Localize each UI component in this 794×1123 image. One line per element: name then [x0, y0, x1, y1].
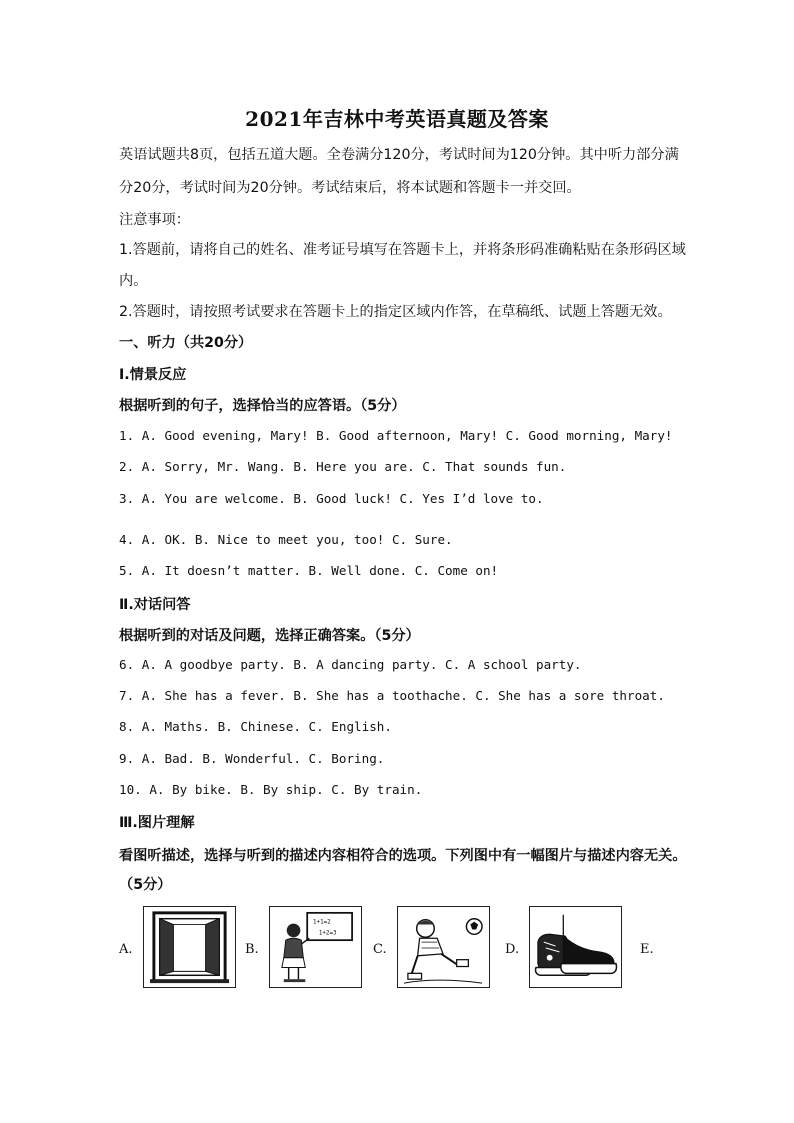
teacher-blackboard-icon [270, 907, 361, 987]
open-window-icon [144, 907, 235, 987]
section2-heading: Ⅱ.对话问答 [119, 597, 191, 613]
part1-heading: 一、听力（共20分） [119, 335, 253, 351]
shoes-picture [529, 906, 622, 988]
question-1: 1. A. Good evening, Mary! B. Good afternoon, Mary! C. Good morning, Mary! [119, 428, 673, 443]
question-2: 2. A. Sorry, Mr. Wang. B. Here you are. C. That sounds fun. [119, 459, 567, 474]
notes-item-2: 2.答题时，请按照考试要求在答题卡上的指定区域内作答，在草稿纸、试题上答题无效。 [119, 304, 672, 320]
intro-line-1: 英语试题共8页，包括五道大题。全卷满分120分，考试时间为120分钟。其中听力部分满 [119, 147, 679, 163]
board-line-2: 1+2=3 [318, 930, 337, 937]
question-7: 7. A. She has a fever. B. She has a toothache. C. She has a sore throat. [119, 688, 665, 703]
question-8: 8. A. Maths. B. Chinese. C. English. [119, 719, 392, 734]
picture-options [119, 906, 759, 990]
picture-label-e: E. [640, 942, 654, 957]
section3-instruction-line-1: 看图听描述，选择与听到的描述内容相符合的选项。下列图中有一幅图片与描述内容无关。 [119, 848, 687, 864]
section1-instruction: 根据听到的句子，选择恰当的应答语。（5分） [119, 398, 406, 414]
question-6: 6. A. A goodbye party. B. A dancing party. C. A school party. [119, 657, 582, 672]
page-title: 2021年吉林中考英语真题及答案 [245, 107, 549, 131]
picture-label-d: D. [505, 942, 520, 957]
section3-instruction-line-2: （5分） [119, 877, 172, 893]
section2-instruction: 根据听到的对话及问题，选择正确答案。（5分） [119, 628, 420, 644]
question-9: 9. A. Bad. B. Wonderful. C. Boring. [119, 751, 385, 766]
question-10: 10. A. By bike. B. By ship. C. By train. [119, 782, 423, 797]
board-line-1: 1+1=2 [313, 919, 331, 926]
notes-item-1-line-1: 1.答题前，请将自己的姓名、准考证号填写在答题卡上，并将条形码准确粘贴在条形码区域 [119, 242, 686, 258]
section3-heading: Ⅲ.图片理解 [119, 815, 195, 831]
football-picture [397, 906, 490, 988]
question-5: 5. A. It doesn’t matter. B. Well done. C. Come on! [119, 563, 499, 578]
notes-item-1-line-2: 内。 [119, 273, 148, 289]
question-3: 3. A. You are welcome. B. Good luck! C. Yes I’d love to. [119, 491, 544, 506]
sneakers-icon [530, 907, 621, 987]
notes-heading: 注意事项： [119, 212, 190, 228]
picture-label-a: A. [119, 942, 133, 957]
section1-heading: Ⅰ.情景反应 [119, 367, 187, 383]
picture-label-c: C. [373, 942, 387, 957]
picture-label-b: B. [245, 942, 259, 957]
question-4: 4. A. OK. B. Nice to meet you, too! C. Sure. [119, 532, 453, 547]
intro-line-2: 分20分，考试时间为20分钟。考试结束后，将本试题和答题卡一并交回。 [119, 180, 581, 196]
boy-kicking-ball-icon [398, 907, 489, 987]
teacher-picture [269, 906, 362, 988]
window-picture [143, 906, 236, 988]
